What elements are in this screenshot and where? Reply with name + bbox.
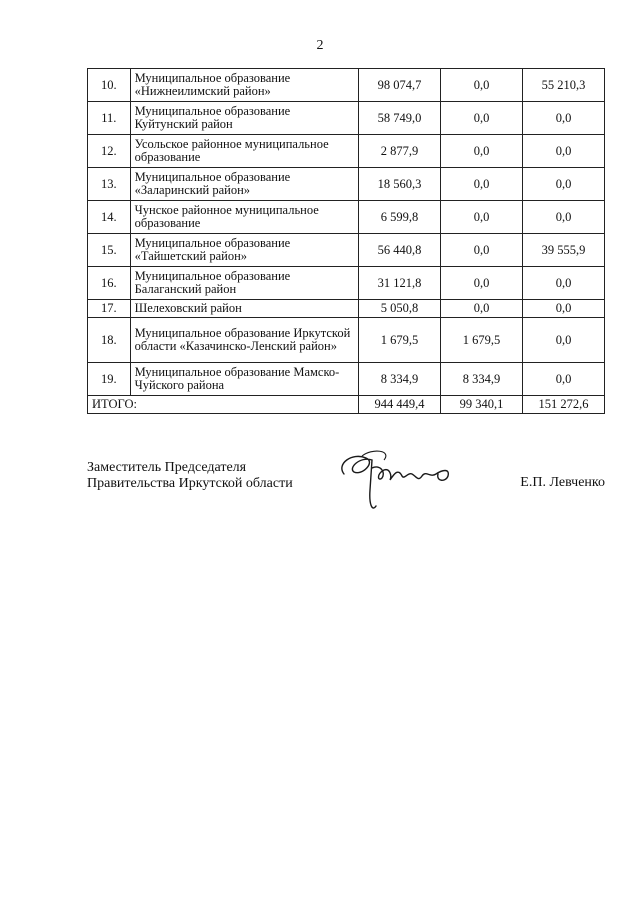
value-col-1: 6 599,8 bbox=[359, 201, 441, 234]
table-row bbox=[88, 69, 605, 102]
value-col-3: 0,0 bbox=[523, 168, 605, 201]
municipality-name: Муниципальное образование Балаганский район bbox=[130, 267, 358, 300]
total-value-col-3: 151 272,6 bbox=[523, 396, 605, 414]
row-number: 12. bbox=[88, 135, 131, 168]
value-col-3: 0,0 bbox=[523, 102, 605, 135]
table-row bbox=[88, 363, 605, 396]
value-col-2: 0,0 bbox=[441, 201, 523, 234]
table-row bbox=[88, 267, 605, 300]
value-col-1: 2 877,9 bbox=[359, 135, 441, 168]
municipality-name: Усольское районное муниципальное образование bbox=[130, 135, 358, 168]
value-col-2: 0,0 bbox=[441, 234, 523, 267]
value-col-1: 5 050,8 bbox=[359, 300, 441, 318]
row-number: 13. bbox=[88, 168, 131, 201]
row-number: 18. bbox=[88, 318, 131, 363]
municipality-name: Муниципальное образование «Заларинский район» bbox=[130, 168, 358, 201]
value-col-3: 0,0 bbox=[523, 267, 605, 300]
table-row bbox=[88, 201, 605, 234]
municipality-name: Чунское районное муниципальное образование bbox=[130, 201, 358, 234]
signatory-title-line-2: Правительства Иркутской области bbox=[87, 476, 293, 491]
value-col-1: 18 560,3 bbox=[359, 168, 441, 201]
value-col-2: 0,0 bbox=[441, 102, 523, 135]
row-number: 16. bbox=[88, 267, 131, 300]
total-row bbox=[88, 396, 605, 414]
value-col-3: 39 555,9 bbox=[523, 234, 605, 267]
value-col-2: 8 334,9 bbox=[441, 363, 523, 396]
signatory-title-line-1: Заместитель Председателя bbox=[87, 460, 247, 475]
row-number: 15. bbox=[88, 234, 131, 267]
municipality-name: Муниципальное образование «Тайшетский район» bbox=[130, 234, 358, 267]
row-number: 14. bbox=[88, 201, 131, 234]
value-col-3: 0,0 bbox=[523, 318, 605, 363]
table-row bbox=[88, 168, 605, 201]
value-col-2: 0,0 bbox=[441, 168, 523, 201]
signature-block bbox=[87, 458, 607, 528]
value-col-1: 1 679,5 bbox=[359, 318, 441, 363]
page-number: 2 bbox=[316, 38, 324, 53]
value-col-1: 56 440,8 bbox=[359, 234, 441, 267]
row-number: 11. bbox=[88, 102, 131, 135]
table-row bbox=[88, 135, 605, 168]
value-col-1: 58 749,0 bbox=[359, 102, 441, 135]
value-col-3: 0,0 bbox=[523, 300, 605, 318]
total-value-col-1: 944 449,4 bbox=[359, 396, 441, 414]
municipality-name: Муниципальное образование Мамско-Чуйского района bbox=[130, 363, 358, 396]
total-value-col-2: 99 340,1 bbox=[441, 396, 523, 414]
value-col-3: 55 210,3 bbox=[523, 69, 605, 102]
table-row bbox=[88, 300, 605, 318]
value-col-1: 31 121,8 bbox=[359, 267, 441, 300]
row-number: 17. bbox=[88, 300, 131, 318]
row-number: 19. bbox=[88, 363, 131, 396]
value-col-2: 1 679,5 bbox=[441, 318, 523, 363]
value-col-2: 0,0 bbox=[441, 69, 523, 102]
value-col-1: 8 334,9 bbox=[359, 363, 441, 396]
municipality-name: Шелеховский район bbox=[130, 300, 358, 318]
value-col-2: 0,0 bbox=[441, 300, 523, 318]
value-col-3: 0,0 bbox=[523, 135, 605, 168]
value-col-3: 0,0 bbox=[523, 363, 605, 396]
value-col-2: 0,0 bbox=[441, 267, 523, 300]
signatory-title bbox=[87, 460, 293, 492]
table-row bbox=[88, 102, 605, 135]
signatory-name: Е.П. Левченко bbox=[520, 475, 605, 490]
row-number: 10. bbox=[88, 69, 131, 102]
value-col-2: 0,0 bbox=[441, 135, 523, 168]
municipality-name: Муниципальное образование Куйтунский район bbox=[130, 102, 358, 135]
total-label: ИТОГО: bbox=[88, 396, 359, 414]
budget-table bbox=[87, 68, 605, 414]
table-row bbox=[88, 234, 605, 267]
municipality-name: Муниципальное образование «Нижнеилимский район» bbox=[130, 69, 358, 102]
municipality-name: Муниципальное образование Иркутской области «Казачинско-Ленский район» bbox=[130, 318, 358, 363]
value-col-1: 98 074,7 bbox=[359, 69, 441, 102]
value-col-3: 0,0 bbox=[523, 201, 605, 234]
handwritten-signature bbox=[332, 446, 462, 531]
table-row bbox=[88, 318, 605, 363]
